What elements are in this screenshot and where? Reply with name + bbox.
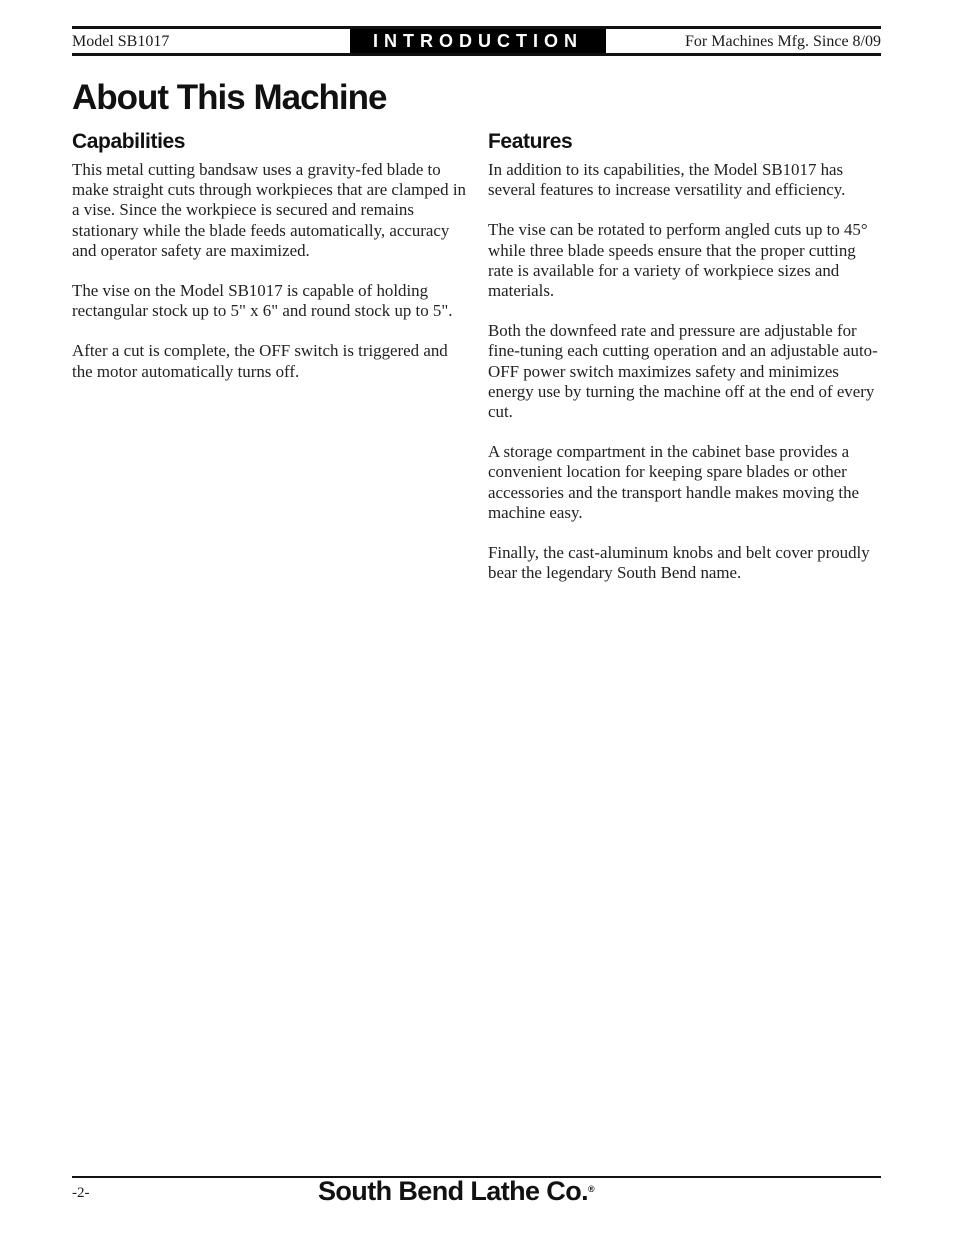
brand-logo: [318, 1176, 594, 1207]
brand-name: South Bend Lathe Co.: [318, 1176, 588, 1206]
features-paragraph-4: A storage compartment in the cabinet base provides a convenient location for keeping spare blades or other accessories and the transport handle makes moving the machine easy.: [488, 442, 860, 522]
features-heading: Features: [488, 130, 573, 153]
features-paragraph-1: In addition to its capabilities, the Model SB1017 has several features to increase versatility and efficiency.: [488, 160, 846, 200]
features-section: [488, 128, 884, 603]
page-header: [72, 26, 881, 56]
features-paragraph-3: Both the downfeed rate and pressure are adjustable for fine-tuning each cutting operation and an adjustable auto-OFF power switch maximizes safety and minimizes energy use by turning the machine off at the end of every cut.: [488, 321, 878, 422]
capabilities-paragraph-1: This metal cutting bandsaw uses a gravity-fed blade to make straight cuts through workpieces that are clamped in a vise. Since the workpiece is secured and remains stationary while the blade feeds automatically, accuracy and operator safety are maximized.: [72, 160, 466, 260]
registered-mark: ®: [587, 1184, 595, 1194]
page-number: -2-: [72, 1185, 90, 1201]
features-paragraph-5: Finally, the cast-aluminum knobs and belt cover proudly bear the legendary South Bend name.: [488, 543, 870, 583]
header-mfg-date: For Machines Mfg. Since 8/09: [685, 33, 881, 50]
header-model: Model SB1017: [72, 33, 170, 50]
page-title: About This Machine: [72, 78, 387, 117]
header-section-title: INTRODUCTION: [350, 29, 606, 53]
capabilities-paragraph-3: After a cut is complete, the OFF switch is triggered and the motor automatically turns off.: [72, 341, 448, 381]
features-paragraph-2: The vise can be rotated to perform angled cuts up to 45° while three blade speeds ensure that the proper cutting rate is available for a variety of workpiece sizes and materials.: [488, 220, 868, 301]
capabilities-heading: Capabilities: [72, 130, 186, 153]
capabilities-section: [72, 128, 470, 402]
capabilities-paragraph-2: The vise on the Model SB1017 is capable of holding rectangular stock up to 5" x 6" and round stock up to 5".: [72, 281, 453, 321]
